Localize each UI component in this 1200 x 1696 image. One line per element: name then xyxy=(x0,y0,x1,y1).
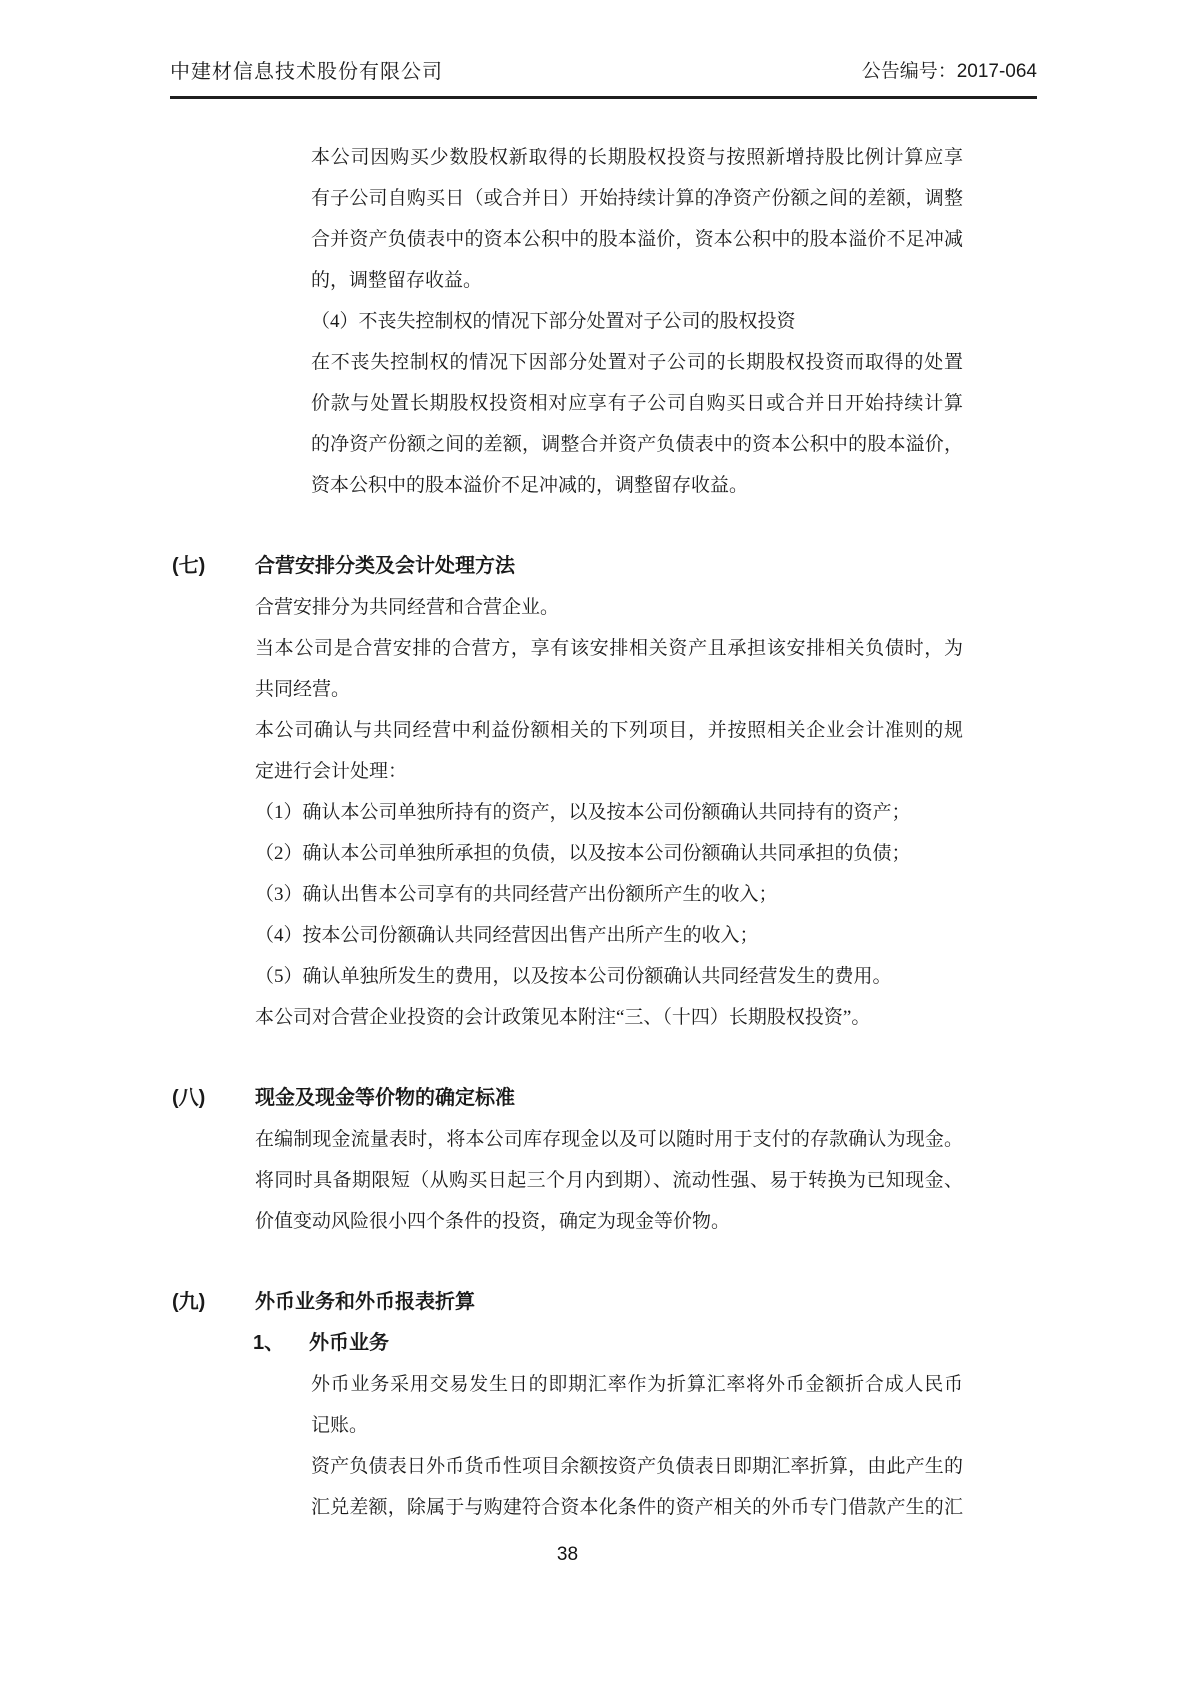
company-name: 中建材信息技术股份有限公司 xyxy=(170,61,443,83)
paragraph-line: （1）确认本公司单独所持有的资产，以及按本公司份额确认共同持有的资产； xyxy=(255,802,911,823)
paragraph xyxy=(255,833,963,874)
paragraph-line: （4）不丧失控制权的情况下部分处置对子公司的股权投资 xyxy=(311,311,796,332)
paragraph xyxy=(255,1119,963,1242)
paragraph-line: 本公司因购买少数股权新取得的长期股权投资与按照新增持股比例计算应享 xyxy=(311,147,963,168)
subsection-label: 1、 xyxy=(253,1332,285,1354)
section-title: 外币业务和外币报表折算 xyxy=(255,1291,475,1313)
paragraph xyxy=(311,1364,963,1446)
paragraph xyxy=(311,137,963,301)
paragraph-line: （4）按本公司份额确认共同经营因出售产出所产生的收入； xyxy=(255,925,759,946)
section-label: (八) xyxy=(172,1087,206,1109)
page-header xyxy=(170,0,1037,99)
subsection-title: 外币业务 xyxy=(309,1332,389,1354)
paragraph-line: 将同时具备期限短（从购买日起三个月内到期）、流动性强、易于转换为已知现金、 xyxy=(255,1170,963,1191)
paragraph-line: （5）确认单独所发生的费用，以及按本公司份额确认共同经营发生的费用。 xyxy=(255,966,892,987)
paragraph-line: 定进行会计处理： xyxy=(255,761,408,782)
paragraph xyxy=(255,710,963,792)
paragraph xyxy=(255,874,963,915)
section-label: (九) xyxy=(172,1291,206,1313)
paragraph-line: 在不丧失控制权的情况下因部分处置对子公司的长期股权投资而取得的处置 xyxy=(311,352,963,373)
paragraph-line: 资产负债表日外币货币性项目余额按资产负债表日即期汇率折算，由此产生的 xyxy=(311,1456,963,1477)
paragraph-line: （3）确认出售本公司享有的共同经营产出份额所产生的收入； xyxy=(255,884,778,905)
paragraph-line: 有子公司自购买日（或合并日）开始持续计算的净资产份额之间的差额，调整 xyxy=(311,188,963,209)
paragraph xyxy=(311,1446,963,1528)
section-heading xyxy=(172,546,963,587)
paragraph xyxy=(255,587,963,628)
subsection-heading xyxy=(253,1323,963,1364)
section-heading xyxy=(172,1282,963,1323)
paragraph-line: 在编制现金流量表时，将本公司库存现金以及可以随时用于支付的存款确认为现金。 xyxy=(255,1129,963,1150)
section-title: 现金及现金等价物的确定标准 xyxy=(255,1087,515,1109)
paragraph-line: 价款与处置长期股权投资相对应享有子公司自购买日或合并日开始持续计算 xyxy=(311,393,963,414)
paragraph xyxy=(311,301,963,342)
paragraph-line: 本公司确认与共同经营中利益份额相关的下列项目，并按照相关企业会计准则的规 xyxy=(255,720,963,741)
paragraph xyxy=(255,915,963,956)
paragraph-line: 外币业务采用交易发生日的即期汇率作为折算汇率将外币金额折合成人民币 xyxy=(311,1374,963,1395)
paragraph-line: 本公司对合营企业投资的会计政策见本附注“三、（十四）长期股权投资”。 xyxy=(255,1007,871,1028)
paragraph xyxy=(311,342,963,506)
paragraph-line: 记账。 xyxy=(311,1415,369,1436)
paragraph-line: 的净资产份额之间的差额，调整合并资产负债表中的资本公积中的股本溢价， xyxy=(311,434,963,455)
paragraph xyxy=(255,997,963,1038)
paragraph-line: 共同经营。 xyxy=(255,679,351,700)
section-label: (七) xyxy=(172,555,206,577)
paragraph xyxy=(255,792,963,833)
paragraph-line: 资本公积中的股本溢价不足冲减的，调整留存收益。 xyxy=(311,475,749,496)
paragraph-line: 的，调整留存收益。 xyxy=(311,270,483,291)
paragraph xyxy=(255,956,963,997)
paragraph xyxy=(255,628,963,710)
notice-number: 公告编号：2017-064 xyxy=(861,61,1037,82)
paragraph-line: 价值变动风险很小四个条件的投资，确定为现金等价物。 xyxy=(255,1211,731,1232)
section-title: 合营安排分类及会计处理方法 xyxy=(255,555,515,577)
paragraph-line: 合并资产负债表中的资本公积中的股本溢价，资本公积中的股本溢价不足冲减 xyxy=(311,229,963,250)
page-number: 38 xyxy=(556,1544,579,1565)
paragraph-line: 当本公司是合营安排的合营方，享有该安排相关资产且承担该安排相关负债时，为 xyxy=(255,638,963,659)
paragraph-line: 汇兑差额，除属于与购建符合资本化条件的资产相关的外币专门借款产生的汇 xyxy=(311,1497,963,1518)
header-divider xyxy=(170,58,1037,99)
section-heading xyxy=(172,1078,963,1119)
document-content xyxy=(172,137,963,1528)
paragraph-line: 合营安排分为共同经营和合营企业。 xyxy=(255,597,560,618)
paragraph-line: （2）确认本公司单独所承担的负债，以及按本公司份额确认共同承担的负债； xyxy=(255,843,911,864)
